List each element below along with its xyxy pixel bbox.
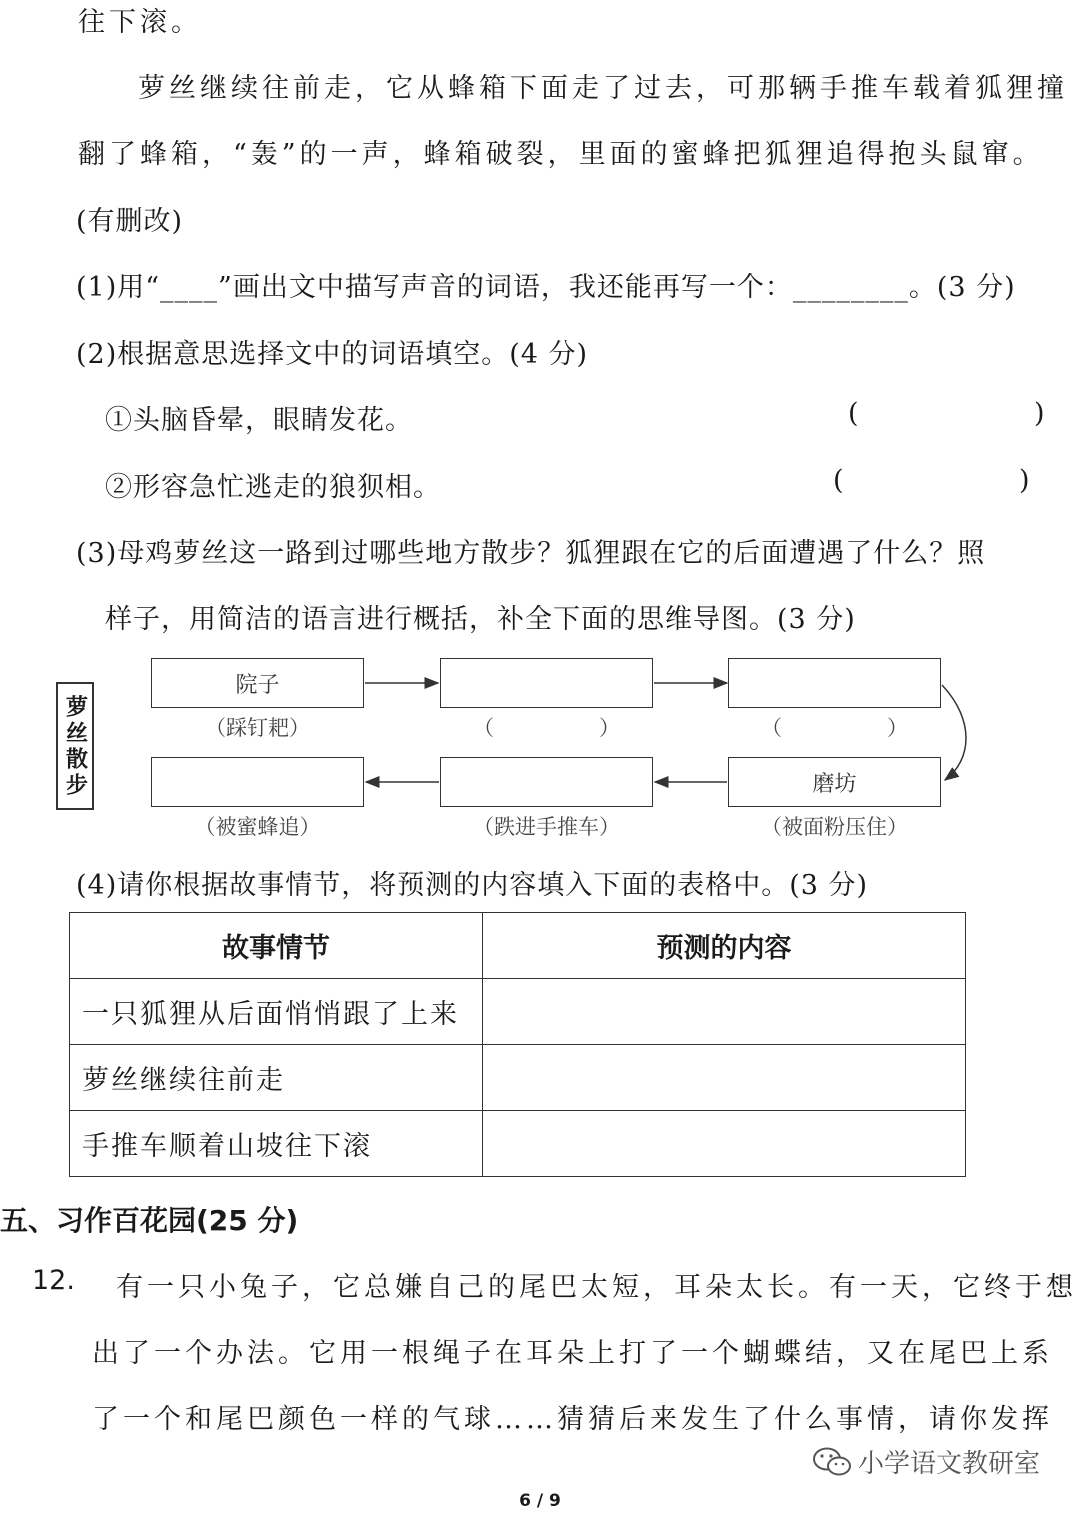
table-header-prediction: 预测的内容 bbox=[483, 913, 966, 979]
story-paragraph-line-1: 萝丝继续往前走，它从蜂箱下面走了过去，可那辆手推车载着狐狸撞 bbox=[138, 73, 1068, 104]
table-cell-answer[interactable] bbox=[483, 1111, 966, 1177]
story-paragraph-line-2: 翻了蜂箱，“轰”的一声，蜂箱破裂，里面的蜜蜂把狐狸追得抱头鼠窜。 bbox=[78, 139, 1044, 170]
section-title: 五、习作百花园(25 分) bbox=[0, 1204, 299, 1237]
table-cell-answer[interactable] bbox=[483, 979, 966, 1045]
question-3-line-1: (3)母鸡萝丝这一路到过哪些地方散步？狐狸跟在它的后面遭遇了什么？照 bbox=[76, 538, 986, 569]
mindmap-caption-bottom-2: （跌进手推车） bbox=[473, 815, 620, 839]
answer-paren-close: ) bbox=[1019, 465, 1030, 496]
answer-paren-close: ) bbox=[1034, 398, 1045, 429]
table-header-row bbox=[70, 913, 966, 979]
mindmap-caption-top-1: （踩钉耙） bbox=[205, 716, 310, 740]
question-3-line-2: 样子，用简洁的语言进行概括，补全下面的思维导图。(3 分) bbox=[105, 604, 856, 635]
table-header-plot: 故事情节 bbox=[70, 913, 483, 979]
prediction-table bbox=[69, 912, 966, 1177]
mindmap-caption-bottom-3: （被面粉压住） bbox=[761, 815, 908, 839]
table-row bbox=[70, 979, 966, 1045]
question-4: (4)请你根据故事情节，将预测的内容填入下面的表格中。(3 分) bbox=[76, 870, 869, 901]
table-cell-plot: 手推车顺着山坡往下滚 bbox=[70, 1111, 483, 1177]
mindmap-caption-top-2: （ ） bbox=[473, 716, 620, 740]
page-number: 6 / 9 bbox=[519, 1491, 561, 1511]
mindmap-caption-top-3: （ ） bbox=[761, 716, 908, 740]
watermark bbox=[812, 1443, 1040, 1480]
table-row bbox=[70, 1045, 966, 1111]
composition-prompt-line-3: 了一个和尾巴颜色一样的气球……猜猜后来发生了什么事情，请你发挥 bbox=[92, 1404, 1053, 1435]
table-row bbox=[70, 1111, 966, 1177]
arrow-curve-icon bbox=[942, 685, 966, 780]
watermark-text: 小学语文教研室 bbox=[858, 1449, 1041, 1479]
mindmap-arrows bbox=[0, 640, 1000, 840]
mindmap-caption-bottom-1: （被蜜蜂追） bbox=[194, 815, 321, 839]
question-2-item-2: ②形容急忙逃走的狼狈相。 bbox=[105, 472, 441, 503]
answer-paren-open: ( bbox=[848, 398, 859, 429]
composition-prompt-line-2: 出了一个办法。它用一根绳子在耳朵上打了一个蝴蝶结，又在尾巴上系 bbox=[92, 1338, 1053, 1369]
question-1: (1)用“____”画出文中描写声音的词语，我还能再写一个：________。(3 分) bbox=[76, 272, 1016, 303]
question-2-item-1: ①头脑昏晕，眼睛发花。 bbox=[105, 405, 413, 436]
source-note: (有删改) bbox=[76, 206, 184, 237]
composition-prompt-line-1: 有一只小兔子，它总嫌自己的尾巴太短，耳朵太长。有一天，它终于想 bbox=[116, 1272, 1077, 1303]
table-cell-plot: 一只狐狸从后面悄悄跟了上来 bbox=[70, 979, 483, 1045]
story-line-0: 往下滚。 bbox=[78, 7, 202, 38]
table-cell-plot: 萝丝继续往前走 bbox=[70, 1045, 483, 1111]
table-cell-answer[interactable] bbox=[483, 1045, 966, 1111]
wechat-icon bbox=[812, 1446, 852, 1478]
mindmap-node-bottom-3: 磨坊 bbox=[728, 757, 941, 807]
mindmap-node-top-1: 院子 bbox=[151, 658, 364, 708]
question-2: (2)根据意思选择文中的词语填空。(4 分) bbox=[76, 339, 589, 370]
answer-paren-open: ( bbox=[833, 465, 844, 496]
question-number: 12. bbox=[32, 1265, 75, 1296]
mindmap-side-label: 萝丝散步 bbox=[56, 682, 94, 810]
